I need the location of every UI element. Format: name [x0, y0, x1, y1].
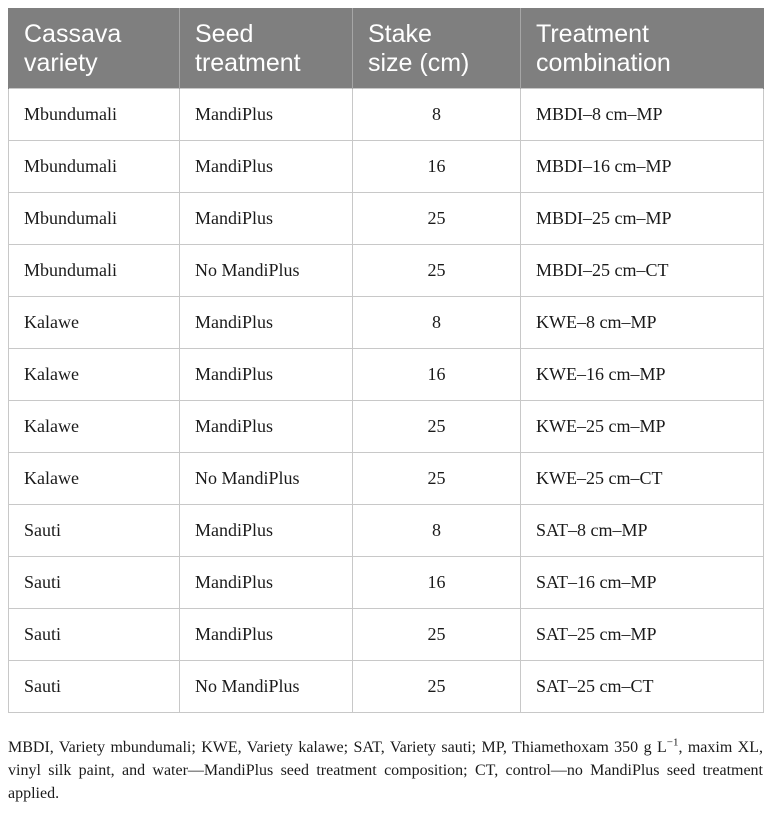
- cell-treatment-combination: KWE–16 cm–MP: [521, 349, 764, 401]
- cell-stake-size: 25: [353, 609, 521, 661]
- table-row: [9, 505, 764, 557]
- cell-seed-treatment: MandiPlus: [180, 193, 353, 245]
- header-cassava-variety: [9, 8, 180, 89]
- table-row: [9, 453, 764, 505]
- treatment-table: [8, 8, 764, 713]
- table-row: [9, 349, 764, 401]
- cell-stake-size: 25: [353, 245, 521, 297]
- table-row: [9, 141, 764, 193]
- table-row: [9, 89, 764, 141]
- cell-stake-size: 25: [353, 193, 521, 245]
- cell-seed-treatment: MandiPlus: [180, 557, 353, 609]
- cell-treatment-combination: SAT–25 cm–MP: [521, 609, 764, 661]
- cell-variety: Kalawe: [9, 453, 180, 505]
- table-body: [9, 89, 764, 713]
- table-row: [9, 245, 764, 297]
- cell-seed-treatment: No MandiPlus: [180, 453, 353, 505]
- table-row: [9, 193, 764, 245]
- header-treatment-combination: [521, 8, 764, 89]
- header-row: [9, 8, 764, 89]
- footnote-superscript: −1: [666, 736, 679, 749]
- cell-treatment-combination: MBDI–8 cm–MP: [521, 89, 764, 141]
- cell-seed-treatment: No MandiPlus: [180, 245, 353, 297]
- table-row: [9, 557, 764, 609]
- cell-seed-treatment: MandiPlus: [180, 89, 353, 141]
- header-line: Stake: [368, 20, 432, 48]
- cell-stake-size: 8: [353, 89, 521, 141]
- cell-stake-size: 16: [353, 557, 521, 609]
- cell-stake-size: 25: [353, 661, 521, 713]
- cell-variety: Kalawe: [9, 297, 180, 349]
- cell-seed-treatment: MandiPlus: [180, 401, 353, 453]
- cell-treatment-combination: MBDI–25 cm–CT: [521, 245, 764, 297]
- cell-stake-size: 8: [353, 297, 521, 349]
- table-footnote: [8, 736, 763, 805]
- header-stake-size: [353, 8, 521, 89]
- header-line: combination: [536, 49, 671, 77]
- cell-treatment-combination: KWE–8 cm–MP: [521, 297, 764, 349]
- cell-treatment-combination: SAT–16 cm–MP: [521, 557, 764, 609]
- table-row: [9, 297, 764, 349]
- header-line: variety: [24, 49, 98, 77]
- cell-stake-size: 16: [353, 141, 521, 193]
- header-line: treatment: [195, 49, 301, 77]
- footnote-text: MBDI, Variety mbundumali; KWE, Variety kalawe; SAT, Variety sauti; MP, Thiamethoxam 350 g L: [8, 739, 667, 756]
- cell-treatment-combination: SAT–25 cm–CT: [521, 661, 764, 713]
- cell-stake-size: 8: [353, 505, 521, 557]
- cell-variety: Sauti: [9, 505, 180, 557]
- table-row: [9, 661, 764, 713]
- cell-stake-size: 16: [353, 349, 521, 401]
- cell-treatment-combination: KWE–25 cm–CT: [521, 453, 764, 505]
- table-row: [9, 401, 764, 453]
- cell-seed-treatment: MandiPlus: [180, 349, 353, 401]
- cell-seed-treatment: No MandiPlus: [180, 661, 353, 713]
- treatment-table-container: [8, 8, 763, 713]
- header-seed-treatment: [180, 8, 353, 89]
- cell-treatment-combination: KWE–25 cm–MP: [521, 401, 764, 453]
- cell-variety: Sauti: [9, 609, 180, 661]
- cell-variety: Mbundumali: [9, 193, 180, 245]
- cell-variety: Kalawe: [9, 401, 180, 453]
- cell-seed-treatment: MandiPlus: [180, 297, 353, 349]
- header-line: size (cm): [368, 49, 470, 77]
- cell-variety: Mbundumali: [9, 89, 180, 141]
- cell-seed-treatment: MandiPlus: [180, 505, 353, 557]
- header-line: Treatment: [536, 20, 650, 48]
- cell-seed-treatment: MandiPlus: [180, 141, 353, 193]
- cell-variety: Sauti: [9, 557, 180, 609]
- cell-variety: Mbundumali: [9, 141, 180, 193]
- footnote-text-continued: , maxim XL, vinyl silk paint, and water—MandiPlus seed treatment composition; CT, control—no MandiPlus seed treatment applied.: [8, 739, 763, 802]
- cell-variety: Sauti: [9, 661, 180, 713]
- cell-treatment-combination: SAT–8 cm–MP: [521, 505, 764, 557]
- cell-stake-size: 25: [353, 453, 521, 505]
- cell-variety: Mbundumali: [9, 245, 180, 297]
- cell-stake-size: 25: [353, 401, 521, 453]
- cell-treatment-combination: MBDI–16 cm–MP: [521, 141, 764, 193]
- cell-treatment-combination: MBDI–25 cm–MP: [521, 193, 764, 245]
- table-header: [9, 8, 764, 89]
- header-line: Cassava: [24, 20, 122, 48]
- table-row: [9, 609, 764, 661]
- cell-seed-treatment: MandiPlus: [180, 609, 353, 661]
- cell-variety: Kalawe: [9, 349, 180, 401]
- header-line: Seed: [195, 20, 254, 48]
